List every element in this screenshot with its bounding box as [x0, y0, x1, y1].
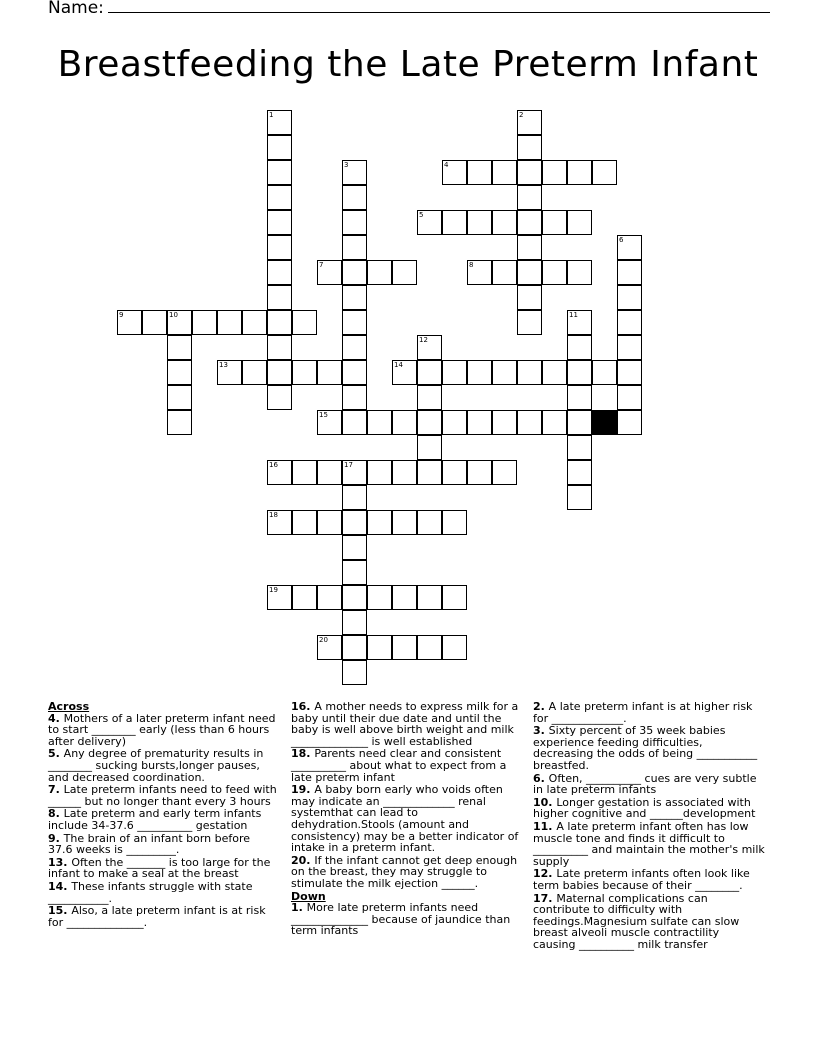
down-clue-3 — [533, 725, 765, 771]
grid-cell[interactable] — [517, 410, 542, 435]
grid-cell[interactable] — [617, 360, 642, 385]
grid-cell[interactable] — [367, 635, 392, 660]
grid-cell[interactable] — [567, 460, 592, 485]
grid-cell[interactable] — [167, 335, 192, 360]
grid-cell[interactable] — [317, 510, 342, 535]
across-clue-7 — [48, 784, 278, 807]
across-clue-14 — [48, 881, 278, 904]
clue-text: The brain of an infant born before 37.6 weeks is _________. — [48, 831, 251, 857]
grid-cell[interactable] — [292, 585, 317, 610]
grid-cell[interactable] — [267, 310, 292, 335]
grid-cell[interactable] — [617, 260, 642, 285]
grid-cell[interactable] — [517, 185, 542, 210]
clue-number-14: 14 — [394, 361, 403, 369]
grid-cell[interactable] — [317, 410, 342, 435]
grid-cell[interactable] — [617, 310, 642, 335]
grid-cell[interactable] — [142, 310, 167, 335]
grid-cell[interactable] — [342, 560, 367, 585]
clue-number-7: 7 — [319, 261, 324, 269]
clue-number: 10. — [533, 795, 557, 809]
grid-cell[interactable] — [367, 410, 392, 435]
clue-number-12: 12 — [419, 336, 428, 344]
clue-number-8: 8 — [469, 261, 474, 269]
grid-cell[interactable] — [517, 110, 542, 135]
grid-cell[interactable] — [367, 460, 392, 485]
clue-text: Late preterm infants need to feed with ______ but no longer thant every 3 hours — [48, 783, 277, 808]
grid-cell[interactable] — [317, 360, 342, 385]
grid-cell[interactable] — [292, 510, 317, 535]
grid-cell[interactable] — [342, 160, 367, 185]
grid-cell[interactable] — [317, 260, 342, 285]
grid-cell[interactable] — [342, 610, 367, 635]
clue-number: 12. — [533, 867, 557, 881]
down-heading: Down — [291, 889, 326, 903]
clue-number-9: 9 — [119, 311, 124, 319]
grid-cell[interactable] — [342, 360, 367, 385]
grid-cell[interactable] — [267, 185, 292, 210]
clue-column-2 — [291, 701, 525, 938]
clue-number: 2. — [533, 700, 549, 713]
grid-cell[interactable] — [467, 410, 492, 435]
grid-cell[interactable] — [267, 210, 292, 235]
grid-cell[interactable] — [567, 385, 592, 410]
clue-column-1 — [48, 701, 278, 929]
grid-cell[interactable] — [517, 260, 542, 285]
down-clue-10 — [533, 797, 765, 820]
grid-cell[interactable] — [417, 460, 442, 485]
clue-number: 13. — [48, 855, 72, 869]
down-clue-12 — [533, 868, 765, 891]
across-clue-list-continued — [291, 701, 525, 890]
grid-cell[interactable] — [342, 585, 367, 610]
grid-cell[interactable] — [342, 410, 367, 435]
clue-column-3 — [533, 701, 765, 951]
clue-number: 9. — [48, 831, 64, 845]
across-clue-9 — [48, 833, 278, 856]
clue-number: 14. — [48, 879, 72, 893]
grid-cell[interactable] — [467, 460, 492, 485]
clue-number-16: 16 — [269, 461, 278, 469]
grid-cell[interactable] — [617, 235, 642, 260]
clue-number-15: 15 — [319, 411, 328, 419]
clue-number-2: 2 — [519, 111, 524, 119]
clue-number-20: 20 — [319, 636, 328, 644]
grid-cell[interactable] — [617, 385, 642, 410]
grid-cell[interactable] — [267, 335, 292, 360]
grid-cell[interactable] — [442, 210, 467, 235]
clue-text: These infants struggle with state ___________. — [48, 879, 253, 905]
grid-cell[interactable] — [417, 435, 442, 460]
grid-cell[interactable] — [542, 260, 567, 285]
grid-cell[interactable] — [342, 535, 367, 560]
grid-cell[interactable] — [542, 210, 567, 235]
clue-text: Often the _______ is too large for the infant to make a seal at the breast — [48, 855, 271, 881]
clue-number-19: 19 — [269, 586, 278, 594]
grid-cell[interactable] — [442, 160, 467, 185]
grid-cell[interactable] — [267, 460, 292, 485]
clue-number: 4. — [48, 711, 64, 725]
grid-cell[interactable] — [292, 310, 317, 335]
grid-cell[interactable] — [417, 385, 442, 410]
grid-cell[interactable] — [492, 410, 517, 435]
grid-cell[interactable] — [542, 360, 567, 385]
grid-cell[interactable] — [542, 410, 567, 435]
clue-number: 7. — [48, 783, 64, 797]
grid-cell[interactable] — [567, 485, 592, 510]
grid-cell[interactable] — [392, 410, 417, 435]
across-clue-20 — [291, 855, 525, 890]
clue-text: Late preterm and early term infants include 34-37.6 __________ gestation — [48, 807, 262, 832]
grid-cell[interactable] — [617, 410, 642, 435]
grid-cell[interactable] — [492, 260, 517, 285]
grid-cell[interactable] — [342, 635, 367, 660]
grid-cell[interactable] — [417, 635, 442, 660]
grid-cell[interactable] — [267, 285, 292, 310]
grid-cell[interactable] — [567, 335, 592, 360]
grid-cell[interactable] — [517, 360, 542, 385]
clue-text: Any degree of prematurity results in ________ sucking bursts,longer pauses, and decreased coordination. — [48, 747, 264, 784]
grid-cell[interactable] — [417, 410, 442, 435]
grid-cell[interactable] — [517, 210, 542, 235]
grid-cell[interactable] — [267, 135, 292, 160]
grid-cell[interactable] — [417, 510, 442, 535]
clue-number: 19. — [291, 783, 315, 797]
grid-cell[interactable] — [342, 660, 367, 685]
grid-cell[interactable] — [267, 160, 292, 185]
across-clue-15 — [48, 905, 278, 928]
across-clue-8 — [48, 808, 278, 831]
grid-cell[interactable] — [392, 635, 417, 660]
grid-cell[interactable] — [242, 360, 267, 385]
grid-cell[interactable] — [342, 335, 367, 360]
across-clue-list — [48, 713, 278, 929]
clue-number: 11. — [533, 819, 557, 833]
grid-cell[interactable] — [567, 260, 592, 285]
grid-cell[interactable] — [592, 160, 617, 185]
across-clue-18 — [291, 748, 525, 783]
grid-cell[interactable] — [542, 160, 567, 185]
grid-cell[interactable] — [292, 360, 317, 385]
grid-cell[interactable] — [292, 460, 317, 485]
across-clue-5 — [48, 748, 278, 783]
grid-cell[interactable] — [517, 285, 542, 310]
grid-cell[interactable] — [267, 385, 292, 410]
grid-cell[interactable] — [342, 460, 367, 485]
grid-cell[interactable] — [567, 410, 592, 435]
clue-number-10: 10 — [169, 311, 178, 319]
clue-text: A mother needs to express milk for a baby until their due date and until the baby is well above birth weight and milk ______________ is well established — [291, 700, 519, 748]
clue-number: 20. — [291, 853, 315, 867]
clue-number: 18. — [291, 747, 315, 761]
grid-cell[interactable] — [267, 235, 292, 260]
grid-cell[interactable] — [342, 210, 367, 235]
grid-cell[interactable] — [442, 635, 467, 660]
clue-number-11: 11 — [569, 311, 578, 319]
grid-cell[interactable] — [442, 510, 467, 535]
clue-text: Late preterm infants often look like term babies because of their ________. — [533, 867, 750, 892]
grid-cell[interactable] — [417, 335, 442, 360]
clue-text: More late preterm infants need ______________ because of jaundice than term infants — [291, 901, 511, 938]
grid-cell[interactable] — [442, 410, 467, 435]
grid-cell[interactable] — [367, 585, 392, 610]
grid-cell[interactable] — [467, 210, 492, 235]
grid-cell[interactable] — [417, 360, 442, 385]
across-heading: Across — [48, 700, 90, 713]
grid-cell[interactable] — [267, 360, 292, 385]
grid-cell[interactable] — [167, 360, 192, 385]
clue-number-5: 5 — [419, 211, 424, 219]
grid-cell[interactable] — [392, 585, 417, 610]
grid-cell[interactable] — [567, 310, 592, 335]
grid-cell[interactable] — [342, 510, 367, 535]
grid-cell[interactable] — [517, 310, 542, 335]
down-clue-1 — [291, 902, 525, 937]
grid-cell[interactable] — [567, 210, 592, 235]
grid-cell[interactable] — [392, 460, 417, 485]
clue-text: If the infant cannot get deep enough on the breast, they may struggle to stimulate the milk ejection ______. — [291, 853, 518, 890]
blocked-cell — [592, 410, 617, 435]
grid-cell[interactable] — [367, 260, 392, 285]
grid-cell[interactable] — [317, 635, 342, 660]
clue-number-3: 3 — [344, 161, 349, 169]
grid-cell[interactable] — [342, 235, 367, 260]
clue-text: Sixty percent of 35 week babies experience feeding difficulties, decreasing the odds of being ___________ breastfed. — [533, 724, 758, 772]
clue-number-1: 1 — [269, 111, 274, 119]
grid-cell[interactable] — [617, 285, 642, 310]
grid-cell[interactable] — [317, 585, 342, 610]
grid-cell[interactable] — [417, 585, 442, 610]
grid-cell[interactable] — [367, 510, 392, 535]
down-clue-list-continued — [533, 701, 765, 950]
clue-number: 3. — [533, 724, 549, 738]
grid-cell[interactable] — [342, 385, 367, 410]
grid-cell[interactable] — [517, 235, 542, 260]
grid-cell[interactable] — [492, 360, 517, 385]
grid-cell[interactable] — [342, 485, 367, 510]
grid-cell[interactable] — [267, 110, 292, 135]
grid-cell[interactable] — [567, 360, 592, 385]
clue-text: Also, a late preterm infant is at risk for ______________. — [48, 904, 266, 929]
grid-cell[interactable] — [442, 585, 467, 610]
grid-cell[interactable] — [617, 335, 642, 360]
grid-cell[interactable] — [442, 460, 467, 485]
down-clue-list — [291, 902, 525, 937]
clue-number-6: 6 — [619, 236, 624, 244]
across-clue-19 — [291, 784, 525, 854]
across-clue-4 — [48, 713, 278, 748]
grid-cell[interactable] — [567, 435, 592, 460]
clue-text: Maternal complications can contribute to difficulty with feedings.Magnesium sulfate can slow breast alveoli muscle contractility causing __________ milk transfer — [533, 891, 740, 951]
grid-cell[interactable] — [167, 310, 192, 335]
grid-cell[interactable] — [117, 310, 142, 335]
grid-cell[interactable] — [442, 360, 467, 385]
grid-cell[interactable] — [167, 385, 192, 410]
grid-cell[interactable] — [467, 260, 492, 285]
grid-cell[interactable] — [217, 360, 242, 385]
grid-cell[interactable] — [467, 160, 492, 185]
grid-cell[interactable] — [467, 360, 492, 385]
clue-number: 8. — [48, 807, 64, 821]
clue-number: 1. — [291, 901, 307, 915]
grid-cell[interactable] — [267, 585, 292, 610]
clue-text: A late preterm infant is at higher risk for _____________. — [533, 700, 753, 725]
grid-cell[interactable] — [342, 260, 367, 285]
clue-text: Parents need clear and consistent __________ about what to expect from a late preterm infant — [291, 747, 507, 784]
grid-cell[interactable] — [342, 185, 367, 210]
grid-cell[interactable] — [392, 510, 417, 535]
page-title: Breastfeeding the Late Preterm Infant — [57, 44, 759, 85]
grid-cell[interactable] — [417, 210, 442, 235]
clue-number-18: 18 — [269, 511, 278, 519]
grid-cell[interactable] — [267, 260, 292, 285]
clue-text: Mothers of a later preterm infant need to start ________ early (less than 6 hours after delivery) — [48, 711, 276, 748]
grid-cell[interactable] — [167, 410, 192, 435]
clue-number: 5. — [48, 747, 64, 761]
down-clue-2 — [533, 701, 765, 724]
grid-cell[interactable] — [567, 160, 592, 185]
down-clue-11 — [533, 821, 765, 867]
grid-cell[interactable] — [242, 310, 267, 335]
clue-text: Longer gestation is associated with higher cognitive and ______development — [533, 795, 756, 821]
grid-cell[interactable] — [342, 310, 367, 335]
clue-text: A late preterm infant often has low muscle tone and finds it difficult to __________ and maintain the mother's milk supply — [533, 819, 765, 868]
clue-number: 16. — [291, 700, 315, 713]
down-clue-17 — [533, 893, 765, 951]
grid-cell[interactable] — [342, 285, 367, 310]
clue-number: 6. — [533, 771, 549, 785]
grid-cell[interactable] — [492, 210, 517, 235]
grid-cell[interactable] — [492, 160, 517, 185]
name-label: Name: — [48, 0, 104, 18]
clue-text: A baby born early who voids often may indicate an _____________ renal systemthat can lead to dehydration.Stools (amount and consistency) may be a better indicator of intake in a preterm infant. — [291, 783, 519, 855]
clue-text: Often, __________ cues are very subtle in late preterm infants — [533, 771, 757, 797]
across-clue-13 — [48, 857, 278, 880]
across-clue-16 — [291, 701, 525, 747]
grid-cell[interactable] — [517, 160, 542, 185]
grid-cell[interactable] — [217, 310, 242, 335]
grid-cell[interactable] — [517, 135, 542, 160]
grid-cell[interactable] — [592, 360, 617, 385]
clue-number-4: 4 — [444, 161, 449, 169]
grid-cell[interactable] — [492, 460, 517, 485]
grid-cell[interactable] — [267, 510, 292, 535]
grid-cell[interactable] — [392, 360, 417, 385]
grid-cell[interactable] — [317, 460, 342, 485]
down-clue-6 — [533, 773, 765, 796]
clue-number-13: 13 — [219, 361, 228, 369]
clue-number-17: 17 — [344, 461, 353, 469]
grid-cell[interactable] — [192, 310, 217, 335]
clue-number: 15. — [48, 904, 72, 918]
clue-number: 17. — [533, 891, 557, 905]
grid-cell[interactable] — [392, 260, 417, 285]
